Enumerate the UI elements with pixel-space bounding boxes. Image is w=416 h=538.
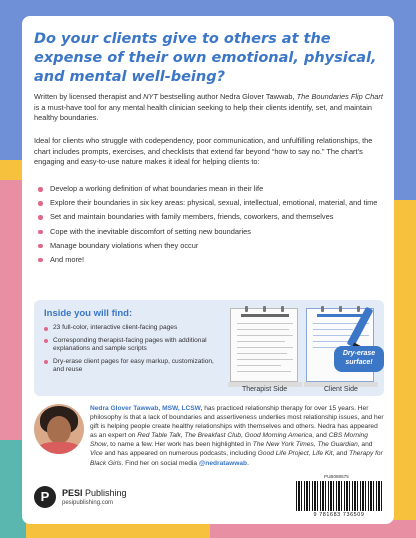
bio-text: , and — [357, 441, 373, 449]
bullet-dot-icon — [38, 187, 43, 192]
caption-client-side: Client Side — [324, 386, 358, 393]
binder-ring-icon — [339, 306, 342, 312]
publisher-name-rest: Publishing — [82, 488, 127, 498]
bio-text: , — [240, 432, 245, 440]
list-item-text: Set and maintain boundaries with family members, friends, coworkers, and themselves — [50, 212, 334, 222]
text-line — [313, 329, 353, 330]
list-item-text: Corresponding therapist-facing pages with additional explanations and sample scripts — [53, 336, 207, 353]
list-item-text: 23 full-color, interactive client-facing pages — [53, 324, 178, 331]
publisher-name-bold: PESI — [62, 488, 83, 498]
text-line — [237, 365, 281, 366]
list-item — [38, 212, 384, 223]
caption-therapist-side: Therapist Side — [242, 386, 288, 393]
publisher-url: pesipublishing.com — [62, 500, 114, 506]
text-line — [237, 359, 293, 360]
binder-ring-icon — [281, 306, 284, 312]
isbn-barcode — [294, 474, 384, 520]
publisher-name — [62, 488, 127, 498]
text-line — [237, 353, 287, 354]
bio-podcast: Life Kit — [312, 450, 333, 458]
bullet-dot-icon — [38, 244, 43, 249]
text-line — [237, 347, 293, 348]
barcode-bars — [296, 481, 382, 511]
binder-ring-icon — [245, 306, 248, 312]
text-line — [313, 335, 369, 336]
list-item — [44, 358, 214, 375]
bio-publication: Vice — [90, 450, 103, 458]
headline: Do your clients give to others at the expense of their own emotional, physical, and mental well-being? — [34, 31, 377, 85]
list-item-text: And more! — [50, 254, 85, 264]
text-line — [313, 341, 349, 342]
intro-nyt: NYT — [143, 92, 158, 101]
bio-show: Red Table Talk — [137, 432, 181, 440]
bio-text: , — [313, 441, 318, 449]
barcode-product-code: PUB088575 — [324, 474, 349, 479]
list-item-text: Explore their boundaries in six key areas: physical, sexual, intellectual, emotional, material, and time — [50, 198, 378, 208]
bio-podcast: Good Life Project — [257, 450, 309, 458]
bio-podcast: Therapy for Black Girls — [90, 450, 383, 467]
bullet-dot-icon — [44, 339, 48, 343]
intro-text: bestselling author Nedra Glover Tawwab, — [157, 92, 297, 101]
publisher-block — [34, 484, 174, 514]
bio-text: , — [180, 432, 185, 440]
text-line — [237, 371, 291, 372]
inside-title: Inside you will find: — [44, 308, 133, 319]
page-heading-bar — [317, 314, 365, 317]
list-item-text: Dry-erase client pages for easy markup, customization, and reuse — [53, 357, 214, 374]
bio-publication: The Guardian — [317, 441, 358, 449]
list-item — [38, 227, 384, 238]
list-item — [44, 337, 214, 354]
benefits-list — [38, 184, 384, 269]
author-name: Nedra Glover Tawwab — [90, 405, 159, 412]
bullet-dot-icon — [38, 201, 43, 206]
bullet-dot-icon — [38, 230, 43, 235]
bio-show: The Breakfast Club — [184, 432, 241, 440]
list-item — [38, 198, 384, 209]
author-credentials: , MSW, LCSW, — [158, 405, 203, 412]
author-bio — [90, 404, 386, 468]
page-heading-bar — [241, 314, 289, 317]
bio-text: . — [247, 459, 249, 467]
bio-text: , — [308, 450, 313, 458]
author-photo-face — [47, 416, 71, 444]
bio-text: . Find her on social media — [121, 459, 199, 467]
bio-text: , and — [312, 432, 329, 440]
intro-text: Written by licensed therapist and — [34, 92, 144, 101]
bio-show: Good Morning America — [244, 432, 313, 440]
bio-show: CBS Morning Show — [90, 432, 368, 449]
list-item — [44, 324, 214, 333]
binder-ring-icon — [357, 306, 360, 312]
text-line — [237, 335, 293, 336]
author-photo — [34, 404, 84, 454]
binder-ring-icon — [263, 306, 266, 312]
bio-text: and has appeared on numerous podcasts, including — [102, 450, 258, 458]
list-item-text: Manage boundary violations when they occur — [50, 240, 199, 250]
text-line — [237, 341, 285, 342]
bullet-dot-icon — [38, 215, 43, 220]
barcode-digits: 9 781683 736509 — [313, 512, 365, 518]
inside-list — [44, 324, 214, 379]
dry-erase-badge: Dry-erase surface! — [334, 346, 384, 372]
back-cover-card — [22, 16, 394, 524]
pesi-logo-icon: P — [34, 486, 56, 508]
bio-text: , and — [332, 450, 350, 458]
therapist-side-illustration — [230, 308, 298, 382]
bullet-dot-icon — [38, 258, 43, 263]
bio-publication: The New York Times — [252, 441, 314, 449]
bullet-dot-icon — [44, 360, 48, 364]
bio-text: , to name a few. Her work has been highlighted in — [106, 441, 253, 449]
binder-ring-icon — [321, 306, 324, 312]
bio-text: has practiced relationship therapy for over 15 years. Her philosophy is that a lack of boundaries and assertiveness underlies most relationship issues, and her gift is helping people create healthy relationships with themselves and others. Nedra has appeared as an expert on — [90, 405, 384, 440]
text-line — [237, 323, 293, 324]
inside-you-will-find-panel — [34, 300, 384, 396]
list-item-text: Develop a working definition of what boundaries mean in their life — [50, 184, 264, 193]
list-item — [38, 255, 384, 266]
list-item — [38, 241, 384, 252]
bullet-dot-icon — [44, 327, 48, 331]
list-item-text: Cope with the inevitable discomfort of setting new boundaries — [50, 226, 251, 236]
list-item — [38, 184, 384, 195]
text-line — [237, 329, 289, 330]
social-handle: @nedratawwab — [198, 459, 248, 467]
intro-paragraph-1 — [34, 92, 384, 124]
intro-paragraph-2: Ideal for clients who struggle with codependency, poor communication, and unfulfilling relationships, the chart includes prompts, exercises, and checklists that extend far beyond “how to say no.” The chart’s engaging and easy-to-use nature makes it ideal for helping clients to: — [34, 136, 373, 167]
intro-text: is a must-have tool for any mental health clinician seeking to help their clients identify, set, and maintain healthy boundaries. — [34, 102, 372, 123]
author-photo-shirt — [38, 442, 80, 454]
intro-book-title: The Boundaries Flip Chart — [296, 92, 383, 101]
